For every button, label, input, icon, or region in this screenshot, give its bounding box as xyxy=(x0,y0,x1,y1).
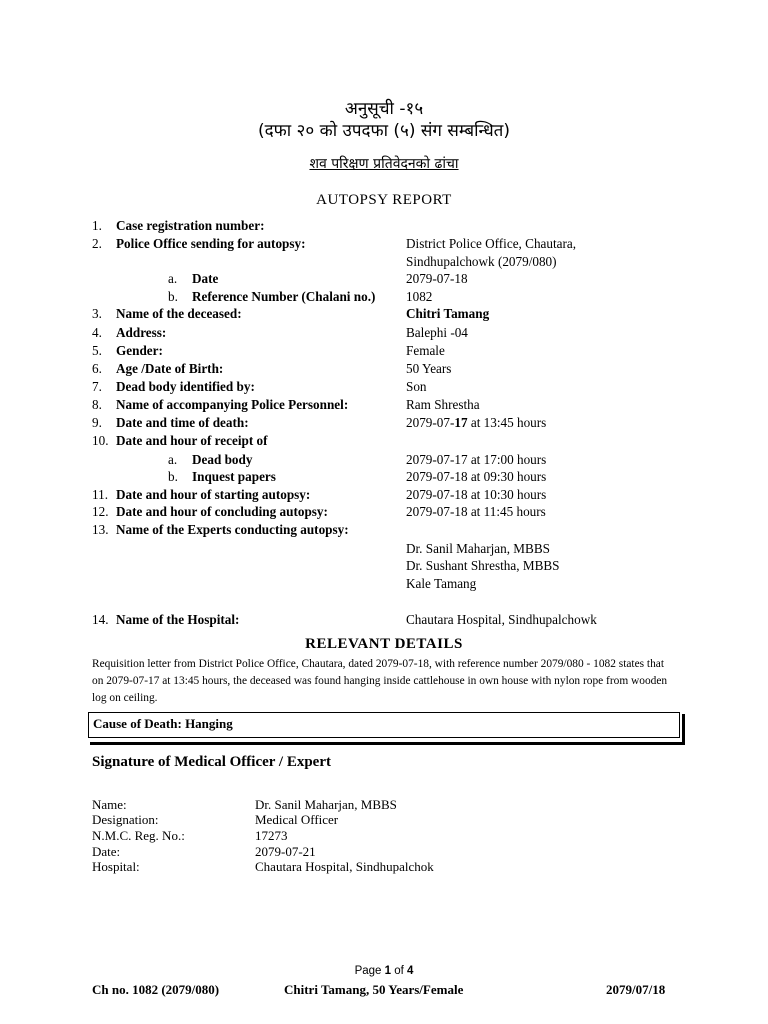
field-address: 4. Address: Balephi -04 xyxy=(92,325,468,340)
field-hospital: 14. Name of the Hospital: Chautara Hospital, Sindhupalchowk xyxy=(92,612,597,627)
field-police-office-cont: Sindhupalchowk (2079/080) xyxy=(406,254,557,269)
relevant-details-text: Requisition letter from District Police Office, Chautara, dated 2079-07-18, with reference number 2079/080 - 1082 states that on 2079-07-17 at 13:45 hours, the deceased was found hanging inside cattlehouse in own house with nylon rope from wooden log on ceiling. xyxy=(92,658,668,704)
signature-title: Signature of Medical Officer / Expert xyxy=(92,754,331,770)
relevant-details-title: RELEVANT DETAILS xyxy=(305,636,463,652)
field-deceased-name: 3. Name of the deceased: Chitri Tamang xyxy=(92,306,490,321)
field-identified-by: 7. Dead body identified by: Son xyxy=(92,379,427,394)
field-gender: 5. Gender: Female xyxy=(92,343,445,358)
field-start-autopsy: 11. Date and hour of starting autopsy: 2079-07-18 at 10:30 hours xyxy=(92,487,547,502)
report-title: AUTOPSY REPORT xyxy=(316,192,452,208)
field-date: a. Date 2079-07-18 xyxy=(168,271,468,286)
cause-of-death-box xyxy=(88,712,680,738)
clause-heading: (दफा २० को उपदफा (५) संग सम्बन्धित) xyxy=(257,121,511,141)
field-police-personnel: 8. Name of accompanying Police Personnel: Ram Shrestha xyxy=(92,397,480,412)
expert-1: Dr. Sanil Maharjan, MBBS xyxy=(406,541,550,556)
footer-date: 2079/07/18 xyxy=(606,982,666,997)
field-case-registration: 1. Case registration number: xyxy=(92,218,265,233)
cause-of-death: Cause of Death: Hanging xyxy=(93,716,233,731)
page-number: Page 1 of 4 xyxy=(354,965,414,977)
schedule-heading: अनुसूची -१५ xyxy=(344,99,424,119)
field-experts: 13. Name of the Experts conducting autopsy: xyxy=(92,522,349,537)
field-receipt-header: 10. Date and hour of receipt of xyxy=(92,433,268,448)
document-page: अनुसूची -१५ (दफा २० को उपदफा (५) संग सम्बन्धित) शव परिक्षण प्रतिवेदनको ढांचा AUTOPSY REPORT 1. Case registration number: 2. Police Office sending for autopsy: District Police Office, Chautara, Sindhupalchowk (2079/080) a. Date 2079-07-18 b. Reference Number (Chalani no.) 1082 3. Name of the deceased: Chitri Tamang 4. Address: Balephi -04 5. Gender: Female 6. Age /Date of Birth: 50 Years 7. Dead body identified by: Son 8. Name of accompanying Police Personnel: Ram Shrestha 9. Date and time of death: 2079-07-17 at 13:45 hours 10. Date and hour of receipt of a. Dead body 2079-07-17 at 17:00 hours b. Inquest papers 2079-07-18 at 09:30 hours 11. Date and hour of starting autopsy: 2079-07-18 at 10:30 hours 12. Date and hour of concluding autopsy: 2079-07-18 at 11:45 hours 13. Name of the Experts conducting autopsy: Dr. Sanil Maharjan, MBBS Dr. Sushant Shrestha, MBBS Kale Tamang 14. Name of the Hospital: Chautara Hospital, Sindhupalchowk RELEVANT DETAILS Requisition letter from District Police Office, Chautara, dated 2079-07-18, with reference number 2079/080 - 1082 states that on 2079-07-17 at 13:45 hours, the deceased was found hanging inside cattlehouse in own house with nylon rope from wooden log on ceiling. Cause of Death: Hanging Signature of Medical Officer / Expert Name: Dr. Sanil Maharjan, MBBS Designation: Medical Officer N.M.C. Reg. No.: 17273 Date: 2079-07-21 Hospital: Chautara Hospital, Sindhupalchok Page 1 of 4 Ch no. 1082 (2079/080) Chitri Tamang, 50 Years/Female 2079/07/18 xyxy=(0,0,768,1024)
expert-2: Dr. Sushant Shrestha, MBBS xyxy=(406,558,560,573)
expert-3: Kale Tamang xyxy=(406,576,477,591)
field-dead-body: a. Dead body 2079-07-17 at 17:00 hours xyxy=(168,452,547,467)
field-police-office: 2. Police Office sending for autopsy: District Police Office, Chautara, xyxy=(92,236,577,251)
field-age: 6. Age /Date of Birth: 50 Years xyxy=(92,361,452,376)
footer-patient: Chitri Tamang, 50 Years/Female xyxy=(284,982,464,997)
field-inquest-papers: b. Inquest papers 2079-07-18 at 09:30 hours xyxy=(168,469,547,484)
footer-case-number: Ch no. 1082 (2079/080) xyxy=(92,982,220,997)
field-reference-number: b. Reference Number (Chalani no.) 1082 xyxy=(168,289,433,304)
format-title: शव परिक्षण प्रतिवेदनको ढांचा xyxy=(309,156,459,172)
field-conclude-autopsy: 12. Date and hour of concluding autopsy: 2079-07-18 at 11:45 hours xyxy=(92,504,546,519)
field-time-of-death: 9. Date and time of death: 2079-07-17 at 13:45 hours xyxy=(92,415,547,430)
